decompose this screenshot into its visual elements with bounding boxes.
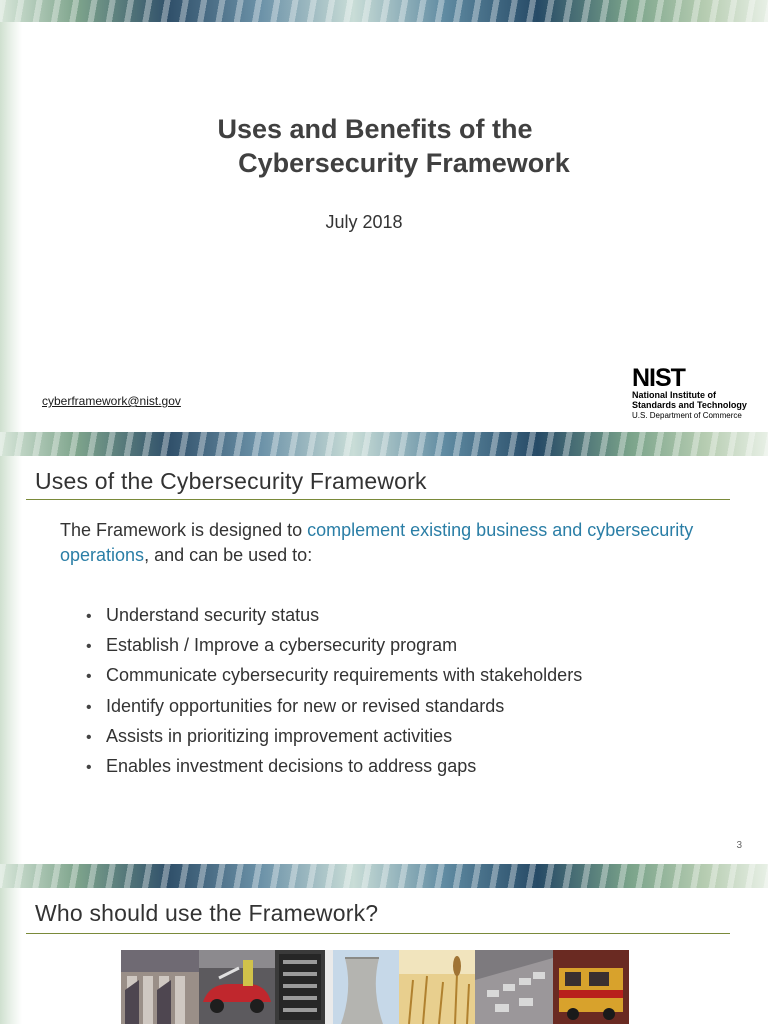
list-item: [86, 752, 582, 782]
list-item: [86, 692, 582, 722]
title-line-2: Cybersecurity Framework: [238, 148, 570, 178]
server-rack-icon: [275, 950, 325, 1024]
list-item-text: Assists in prioritizing improvement activities: [106, 725, 453, 746]
slide-heading: Uses of the Cybersecurity Framework: [35, 468, 427, 494]
nist-logo-line-2: Standards and Technology: [632, 400, 747, 410]
page-number: 3: [736, 840, 742, 851]
decorative-band-divider: [0, 432, 768, 456]
list-item-text: Enables investment decisions to address gaps: [106, 756, 477, 777]
side-gradient: [0, 888, 22, 1024]
uses-bullet-list: [86, 601, 582, 782]
car-factory-icon: [199, 950, 275, 1024]
uses-slide: [0, 456, 768, 864]
dam-icon: [121, 950, 199, 1024]
bullet-icon: •: [86, 608, 92, 625]
list-item-text: Identify opportunities for new or revised standards: [106, 695, 505, 716]
intro-highlight: complement existing business and cybersecurity operations: [60, 520, 694, 565]
nist-logo-line-1: National Institute of: [632, 390, 716, 400]
list-item: [86, 631, 582, 661]
nist-logo-line-3: U.S. Department of Commerce: [632, 411, 742, 420]
bullet-icon: •: [86, 728, 92, 746]
wheat-field-icon: [399, 950, 475, 1024]
heading-rule: [26, 499, 730, 500]
audience-slide: [0, 888, 768, 1024]
heading-rule: [26, 933, 730, 934]
decorative-band-divider: [0, 864, 768, 888]
list-item-text: Understand security status: [106, 605, 320, 625]
traffic-icon: [475, 950, 553, 1024]
intro-text-end: , and can be used to:: [144, 545, 313, 565]
list-item-text: Establish / Improve a cybersecurity program: [106, 635, 458, 656]
cooling-tower-icon: [325, 950, 399, 1024]
list-item: [86, 722, 582, 752]
bullet-icon: •: [86, 759, 92, 777]
sector-photo-strip: [121, 950, 653, 1024]
bullet-icon: •: [86, 638, 92, 656]
bullet-icon: •: [86, 698, 92, 716]
ambulance-icon: [553, 950, 629, 1024]
nist-wordmark: NIST: [632, 364, 685, 392]
list-item: [86, 601, 582, 631]
decorative-band-top: [0, 0, 768, 22]
list-item: [86, 661, 582, 691]
list-item-text: Communicate cybersecurity requirements with stakeholders: [106, 665, 583, 686]
bullet-icon: •: [86, 668, 92, 686]
email-link[interactable]: cyberframework@nist.gov: [42, 394, 181, 408]
title-slide: [0, 22, 768, 432]
slide-heading: Who should use the Framework?: [35, 900, 379, 926]
title-line-1: Uses and Benefits of the: [217, 114, 533, 144]
slide-title: [0, 112, 768, 180]
slide-date: July 2018: [325, 212, 403, 232]
intro-text-start: The Framework is designed to: [60, 520, 308, 540]
side-gradient: [0, 456, 22, 864]
nist-logo: [632, 366, 762, 421]
intro-paragraph: [60, 518, 700, 568]
